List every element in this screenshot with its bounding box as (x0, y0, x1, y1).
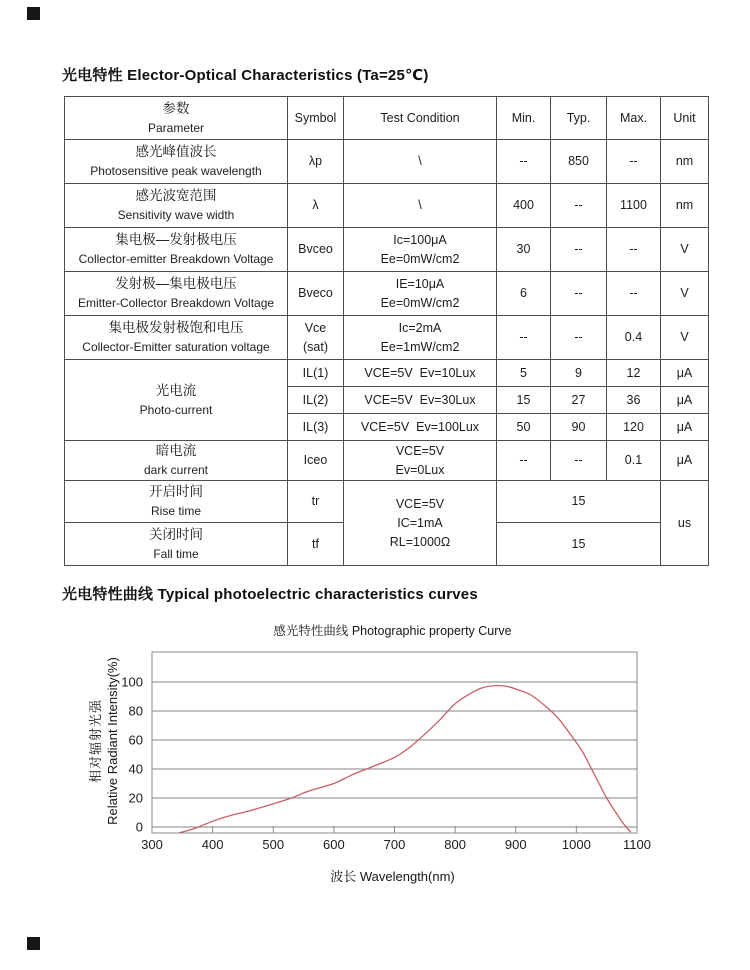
header-parameter (65, 97, 288, 140)
cell-line: nm (675, 198, 694, 212)
cell-line: 1100 (620, 198, 647, 212)
cell-line: Ee=1mW/cm2 (380, 339, 460, 354)
y-tick-label: 100 (121, 674, 143, 690)
cell-line: 光电流 (155, 382, 197, 398)
x-tick-label: 800 (444, 837, 466, 852)
y-tick-label: 60 (128, 732, 143, 748)
table-header-row (65, 97, 709, 140)
header-parameter-en: Parameter (147, 120, 205, 135)
unit-cell (661, 184, 709, 228)
test-condition-cell (344, 140, 497, 184)
typ-cell (551, 184, 607, 228)
max-cell (607, 441, 661, 481)
min-cell (497, 441, 551, 481)
cell-line: 发射极—集电极电压 (115, 276, 237, 291)
y-tick-label: 0 (135, 819, 143, 835)
cell-line: μA (676, 365, 693, 380)
cell-line: -- (519, 453, 528, 467)
min-cell (497, 140, 551, 184)
cell-line: 12 (626, 365, 641, 380)
test-condition-cell (344, 414, 497, 441)
cell-line: 850 (568, 154, 589, 168)
typ-cell (551, 414, 607, 441)
cell-line: Vce (304, 320, 327, 335)
cell-line: -- (574, 242, 583, 256)
y-axis-title-en: Relative Radiant Intensity(%) (105, 657, 120, 825)
test-condition-cell (344, 441, 497, 481)
cell-line: Bveco (298, 286, 333, 300)
table-row-collector-emitter-saturation-voltage (65, 316, 709, 360)
corner-mark-bottom (27, 937, 40, 950)
typ-cell (551, 228, 607, 272)
max-cell (607, 316, 661, 360)
symbol-cell (288, 441, 344, 481)
parameter-cell (65, 523, 288, 566)
cell-line: -- (629, 154, 638, 168)
unit-cell (661, 272, 709, 316)
symbol-cell (288, 140, 344, 184)
header-unit: Unit (661, 97, 709, 140)
min-cell (497, 523, 661, 566)
cell-line: -- (519, 330, 528, 344)
parameter-cell (65, 316, 288, 360)
cell-line: tf (312, 536, 319, 551)
cell-line: -- (574, 286, 583, 300)
cell-line: Photo-current (139, 402, 213, 417)
y-axis-title-zh: 相对辐射光强 (88, 699, 103, 784)
cell-line: VCE=5V (395, 443, 445, 458)
cell-line: \ (418, 154, 422, 168)
table-row-photosensitive-peak-wavelength (65, 140, 709, 184)
cell-line: λ (312, 198, 319, 212)
cell-line: Emitter-Collector Breakdown Voltage (77, 296, 275, 310)
cell-line: Ev=0Lux (395, 462, 445, 477)
parameter-cell (65, 184, 288, 228)
symbol-cell (288, 272, 344, 316)
cell-line: us (677, 515, 692, 530)
cell-line: V (680, 286, 689, 300)
cell-line: 36 (626, 392, 641, 407)
cell-line: 90 (571, 419, 586, 434)
test-condition-cell (344, 481, 497, 566)
table-row-rise-time (65, 481, 709, 523)
max-cell (607, 140, 661, 184)
symbol-cell (288, 387, 344, 414)
y-tick-label: 80 (128, 703, 143, 719)
max-cell (607, 272, 661, 316)
cell-line: 0.1 (624, 453, 643, 467)
cell-line: μA (676, 419, 693, 434)
symbol-cell (288, 360, 344, 387)
cell-line: Iceo (303, 453, 328, 467)
min-cell (497, 316, 551, 360)
header-max: Max. (607, 97, 661, 140)
max-cell (607, 387, 661, 414)
symbol-cell (288, 523, 344, 566)
min-cell (497, 387, 551, 414)
typ-cell (551, 140, 607, 184)
cell-line: 感光波宽范围 (135, 188, 217, 203)
max-cell (607, 414, 661, 441)
cell-line: Ic=2mA (398, 320, 442, 335)
symbol-cell (288, 414, 344, 441)
parameter-cell (65, 272, 288, 316)
cell-line: VCE=5V Ev=10Lux (364, 365, 476, 380)
cell-line: -- (629, 286, 638, 300)
test-condition-cell (344, 228, 497, 272)
cell-line: tr (311, 494, 320, 508)
test-condition-cell (344, 360, 497, 387)
cell-line: -- (629, 242, 638, 256)
x-tick-label: 400 (201, 837, 224, 852)
cell-line: IC=1mA (397, 515, 443, 530)
cell-line: VCE=5V (395, 496, 445, 511)
test-condition-cell (344, 272, 497, 316)
x-tick-label: 1000 (561, 837, 591, 852)
cell-line: 集电极—发射极电压 (115, 232, 237, 247)
parameter-cell (65, 140, 288, 184)
cell-line: -- (574, 198, 583, 212)
test-condition-cell (344, 184, 497, 228)
cell-line: 暗电流 (155, 443, 197, 458)
cell-line: Collector-Emitter saturation voltage (82, 340, 270, 354)
unit-cell (661, 481, 709, 566)
cell-line: 30 (516, 242, 531, 256)
cell-line: 15 (571, 494, 586, 508)
typ-cell (551, 387, 607, 414)
parameter-cell (65, 481, 288, 523)
cell-line: (sat) (303, 339, 328, 354)
cell-line: 9 (575, 365, 582, 380)
cell-line: Ee=0mW/cm2 (380, 251, 460, 266)
cell-line: -- (574, 453, 583, 467)
section-title-curves: 光电特性曲线 Typical photoelectric characteristics curves (62, 586, 478, 603)
cell-line: Fall time (153, 546, 199, 561)
electro-optical-characteristics-table (64, 96, 709, 566)
x-tick-label: 1100 (623, 837, 651, 852)
table-row-sensitivity-wave-width (65, 184, 709, 228)
x-tick-label: 700 (383, 837, 406, 852)
cell-line: Ic=100μA (393, 232, 447, 247)
cell-line: Photosensitive peak wavelength (90, 164, 262, 178)
cell-line: μA (676, 453, 693, 467)
response-curve (179, 686, 631, 833)
x-axis-title: 波长 Wavelength(nm) (330, 869, 455, 884)
cell-line: λp (308, 154, 323, 168)
cell-line: 开启时间 (149, 484, 203, 499)
chart-title: 感光特性曲线 Photographic property Curve (273, 624, 512, 638)
cell-line: Rise time (150, 504, 201, 518)
x-tick-label: 500 (262, 837, 285, 852)
cell-line: 15 (516, 392, 531, 407)
header-parameter-zh: 参数 (162, 100, 190, 116)
cell-line: 120 (623, 419, 644, 434)
cell-line: IL(2) (302, 392, 329, 407)
unit-cell (661, 360, 709, 387)
min-cell (497, 272, 551, 316)
typ-cell (551, 272, 607, 316)
test-condition-cell (344, 387, 497, 414)
min-cell (497, 360, 551, 387)
unit-cell (661, 441, 709, 481)
cell-line: nm (675, 154, 694, 168)
parameter-cell (65, 228, 288, 272)
cell-line: dark current (143, 463, 209, 477)
unit-cell (661, 316, 709, 360)
plot-border (152, 652, 637, 833)
symbol-cell (288, 316, 344, 360)
cell-line: 集电极发射极饱和电压 (108, 320, 244, 335)
section-title-electro-optical: 光电特性 Elector-Optical Characteristics (Ta=25℃) (62, 67, 429, 84)
typ-cell (551, 441, 607, 481)
cell-line: \ (418, 198, 422, 212)
cell-line: 0.4 (624, 330, 643, 344)
unit-cell (661, 140, 709, 184)
photographic-property-chart (0, 600, 750, 910)
y-tick-label: 40 (128, 761, 143, 777)
corner-mark-top (27, 7, 40, 20)
cell-line: 6 (520, 286, 527, 300)
table-row-emitter-collector-breakdown-voltage (65, 272, 709, 316)
cell-line: 关闭时间 (149, 526, 203, 542)
header-test-condition: Test Condition (344, 97, 497, 140)
cell-line: 50 (516, 419, 531, 434)
cell-line: Ee=0mW/cm2 (380, 295, 460, 310)
test-condition-cell (344, 316, 497, 360)
min-cell (497, 414, 551, 441)
cell-line: IE=10μA (395, 276, 445, 291)
symbol-cell (288, 481, 344, 523)
cell-line: Collector-emitter Breakdown Voltage (78, 252, 274, 266)
cell-line: 400 (513, 198, 534, 212)
cell-line: RL=1000Ω (389, 534, 451, 549)
x-tick-label: 900 (504, 837, 527, 852)
cell-line: 15 (571, 536, 586, 551)
unit-cell (661, 414, 709, 441)
table-row-photo-current-il1 (65, 360, 709, 387)
symbol-cell (288, 184, 344, 228)
typ-cell (551, 316, 607, 360)
cell-line: 感光峰值波长 (135, 144, 217, 159)
header-symbol: Symbol (288, 97, 344, 140)
cell-line: -- (574, 330, 583, 344)
parameter-cell (65, 360, 288, 441)
min-cell (497, 184, 551, 228)
x-tick-label: 300 (141, 837, 163, 852)
unit-cell (661, 387, 709, 414)
typ-cell (551, 360, 607, 387)
symbol-cell (288, 228, 344, 272)
max-cell (607, 360, 661, 387)
cell-line: Bvceo (298, 242, 333, 256)
cell-line: -- (519, 154, 528, 168)
header-min: Min. (497, 97, 551, 140)
table-row-dark-current (65, 441, 709, 481)
cell-line: μA (676, 392, 693, 407)
table-row-collector-emitter-breakdown-voltage (65, 228, 709, 272)
cell-line: VCE=5V Ev=30Lux (364, 392, 476, 407)
cell-line: 5 (520, 365, 527, 380)
header-typ: Typ. (551, 97, 607, 140)
y-tick-label: 20 (128, 790, 143, 806)
cell-line: Sensitivity wave width (117, 208, 235, 222)
parameter-cell (65, 441, 288, 481)
cell-line: V (680, 242, 689, 256)
unit-cell (661, 228, 709, 272)
max-cell (607, 228, 661, 272)
x-tick-label: 600 (323, 837, 345, 852)
cell-line: V (680, 330, 689, 344)
cell-line: 27 (571, 392, 586, 407)
cell-line: IL(3) (302, 419, 329, 434)
min-cell (497, 481, 661, 523)
min-cell (497, 228, 551, 272)
cell-line: VCE=5V Ev=100Lux (360, 419, 480, 434)
max-cell (607, 184, 661, 228)
cell-line: IL(1) (302, 365, 329, 380)
